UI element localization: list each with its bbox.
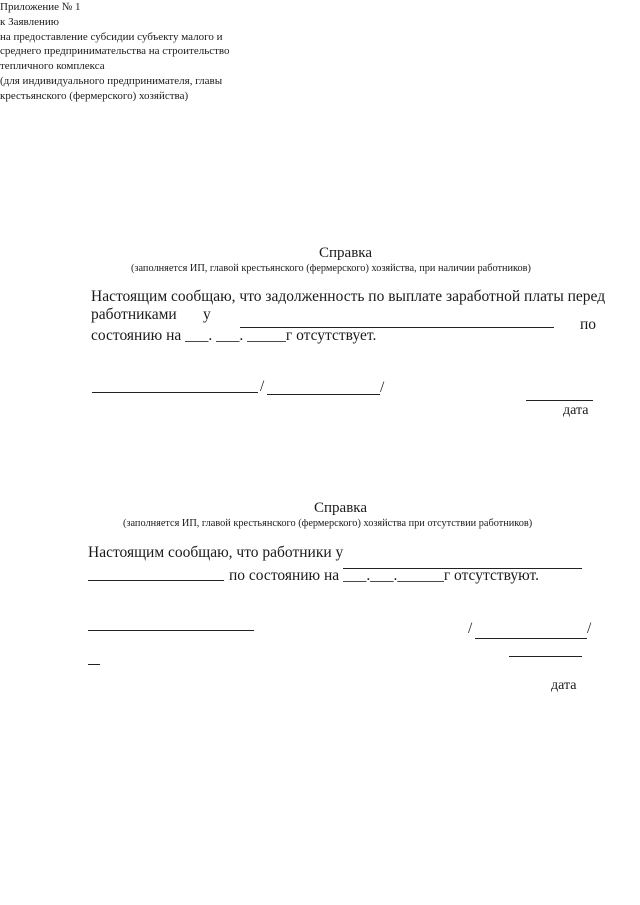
form2-slash: / [468, 620, 473, 637]
form1-subtitle: (заполняется ИП, главой крестьянского (фермерского) хозяйства, при наличии работников) [131, 263, 531, 274]
form1-slash: / [260, 378, 265, 395]
appendix-header [0, 0, 640, 104]
form1-text-at: у [203, 306, 211, 323]
form2-employer-field-cont[interactable] [88, 580, 224, 581]
form2-slash: / [587, 620, 592, 637]
form2-subtitle: (заполняется ИП, главой крестьянского (фермерского) хозяйства при отсутствии работников) [123, 518, 533, 529]
form1-name-field[interactable] [267, 394, 380, 395]
form1-date-field[interactable] [526, 400, 593, 401]
appendix-line: крестьянского (фермерского) хозяйства) [0, 89, 189, 102]
appendix-line: тепличного комплекса [0, 60, 105, 73]
form1-text-po: по [580, 316, 597, 333]
form1-text-workers: работниками [91, 306, 177, 323]
form2-stray-mark [88, 664, 100, 665]
appendix-line: Приложение № 1 [0, 1, 81, 13]
form1-date-label: дата [563, 403, 589, 418]
appendix-line: на предоставление субсидии субъекту малого и [0, 30, 223, 43]
form1-text-state: состоянию на ___. ___. _____г отсутствует. [91, 327, 377, 344]
appendix-line: среднего предпринимательства на строительство [0, 45, 230, 58]
form2-date-field[interactable] [509, 656, 582, 657]
form1-text-line1: Настоящим сообщаю, что задолженность по выплате заработной платы перед [91, 288, 606, 305]
form1-signature-field[interactable] [92, 392, 258, 393]
appendix-line: к Заявлению [0, 15, 59, 28]
appendix-line: (для индивидуального предпринимателя, главы [0, 74, 223, 87]
form2-title: Справка [314, 500, 367, 516]
form1-title: Справка [319, 245, 372, 261]
form1-slash: / [380, 379, 385, 396]
form2-text-line2: по состоянию на ___.___.______г отсутствуют. [229, 567, 539, 584]
form2-text-line1: Настоящим сообщаю, что работники у [88, 544, 344, 561]
form2-signature-field[interactable] [88, 630, 254, 631]
form2-date-label: дата [551, 678, 577, 693]
form2-name-field[interactable] [475, 638, 587, 639]
